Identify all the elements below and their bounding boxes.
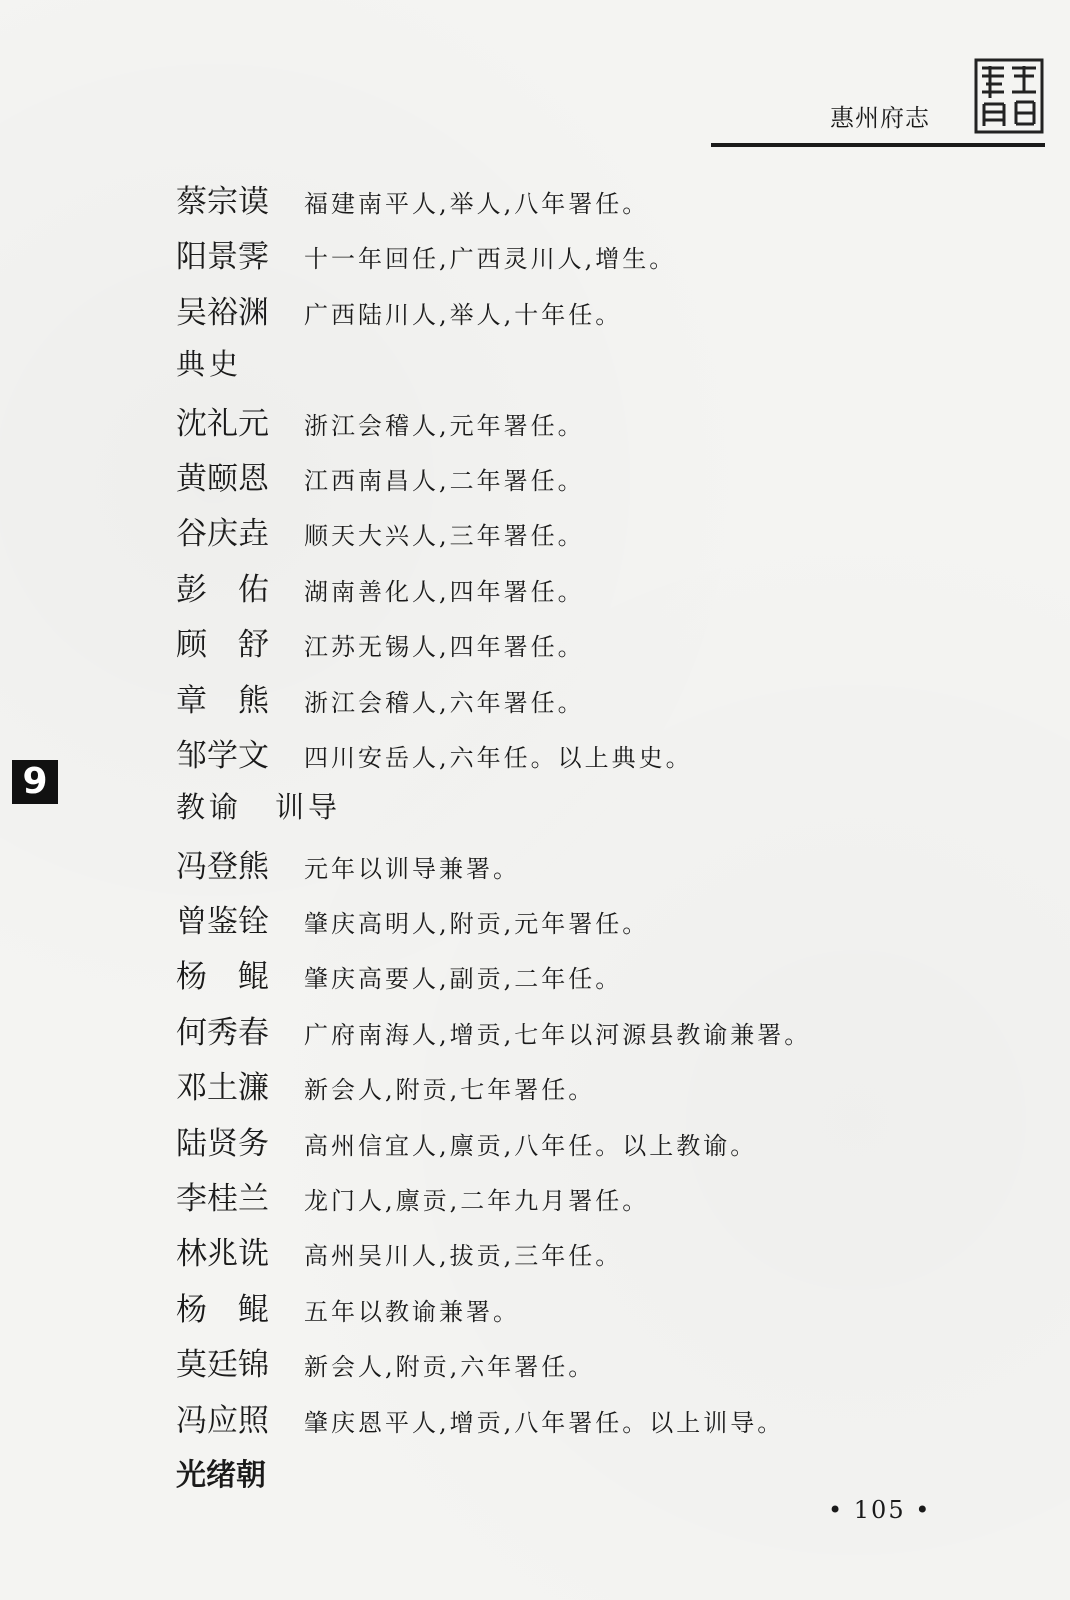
official-name: 何秀春 xyxy=(176,1014,269,1051)
list-item xyxy=(176,1118,1036,1173)
list-item xyxy=(176,841,1036,896)
list-item xyxy=(176,896,1036,951)
official-description: 顺天大兴人,三年署任。 xyxy=(304,522,585,551)
list-item xyxy=(176,564,1036,619)
official-name: 冯应照 xyxy=(176,1402,269,1439)
official-name: 章 熊 xyxy=(176,682,269,719)
official-name: 林兆诜 xyxy=(176,1236,269,1273)
official-name: 陆贤务 xyxy=(176,1125,269,1162)
entry-list xyxy=(176,176,1036,1505)
list-item xyxy=(176,1395,1036,1450)
page-number: • 105 • xyxy=(828,1496,932,1524)
list-item xyxy=(176,231,1036,286)
official-description: 肇庆高明人,附贡,元年署任。 xyxy=(304,910,650,939)
official-description: 元年以训导兼署。 xyxy=(304,854,520,883)
official-name: 顾 舒 xyxy=(176,627,269,664)
list-item xyxy=(176,453,1036,508)
section-heading-text: 典史 xyxy=(176,347,243,382)
section-heading xyxy=(176,785,1036,840)
official-description: 肇庆恩平人,增贡,八年署任。以上训导。 xyxy=(304,1408,785,1437)
official-description: 江西南昌人,二年署任。 xyxy=(304,466,585,495)
official-name: 邓土濂 xyxy=(176,1070,269,1107)
official-description: 江苏无锡人,四年署任。 xyxy=(304,633,585,662)
official-name: 冯登熊 xyxy=(176,848,269,885)
official-description: 福建南平人,举人,八年署任。 xyxy=(304,190,650,218)
list-item xyxy=(176,1062,1036,1117)
section-heading-text: 教谕 训导 xyxy=(176,790,342,825)
list-item xyxy=(176,398,1036,453)
list-item xyxy=(176,951,1036,1006)
official-name: 曾鉴铨 xyxy=(176,904,269,941)
official-name: 蔡宗谟 xyxy=(176,184,269,220)
list-item xyxy=(176,287,1036,342)
list-item xyxy=(176,508,1036,563)
seal-logo xyxy=(974,58,1044,134)
official-description: 高州吴川人,拔贡,三年任。 xyxy=(304,1242,623,1271)
chapter-tab: 9 xyxy=(12,760,58,804)
official-description: 龙门人,廪贡,二年九月署任。 xyxy=(304,1187,650,1216)
reign-heading: 光绪朝 xyxy=(176,1457,266,1493)
official-description: 五年以教谕兼署。 xyxy=(304,1297,520,1326)
list-item xyxy=(176,619,1036,674)
official-description: 肇庆高要人,副贡,二年任。 xyxy=(304,965,623,994)
official-description: 新会人,附贡,六年署任。 xyxy=(304,1353,596,1382)
official-name: 杨 鲲 xyxy=(176,1291,269,1328)
official-description: 广府南海人,增贡,七年以河源县教谕兼署。 xyxy=(304,1020,812,1049)
official-description: 浙江会稽人,元年署任。 xyxy=(304,411,585,440)
official-description: 新会人,附贡,七年署任。 xyxy=(304,1076,596,1105)
official-description: 湖南善化人,四年署任。 xyxy=(304,577,585,606)
official-description: 浙江会稽人,六年署任。 xyxy=(304,688,585,717)
official-description: 十一年回任,广西灵川人,增生。 xyxy=(304,245,677,274)
official-name: 阳景霁 xyxy=(176,239,269,276)
official-name: 李桂兰 xyxy=(176,1181,269,1218)
official-name: 谷庆垚 xyxy=(176,516,269,553)
list-item xyxy=(176,176,1036,231)
list-item xyxy=(176,1173,1036,1228)
official-name: 沈礼元 xyxy=(176,405,269,442)
list-item xyxy=(176,730,1036,785)
list-item xyxy=(176,1339,1036,1394)
header-rule xyxy=(711,143,1045,147)
official-name: 黄颐恩 xyxy=(176,460,269,497)
official-description: 高州信宜人,廪贡,八年任。以上教谕。 xyxy=(304,1131,758,1160)
list-item xyxy=(176,1228,1036,1283)
running-header-title: 惠州府志 xyxy=(830,104,930,132)
official-description: 广西陆川人,举人,十年任。 xyxy=(304,300,623,329)
list-item xyxy=(176,675,1036,730)
official-description: 四川安岳人,六年任。以上典史。 xyxy=(304,743,693,772)
official-name: 莫廷锦 xyxy=(176,1347,269,1384)
section-heading xyxy=(176,342,1036,397)
official-name: 吴裕渊 xyxy=(176,294,269,331)
official-name: 彭 佑 xyxy=(176,571,269,608)
list-item xyxy=(176,1007,1036,1062)
list-item xyxy=(176,1284,1036,1339)
official-name: 杨 鲲 xyxy=(176,959,269,996)
official-name: 邹学文 xyxy=(176,737,269,774)
